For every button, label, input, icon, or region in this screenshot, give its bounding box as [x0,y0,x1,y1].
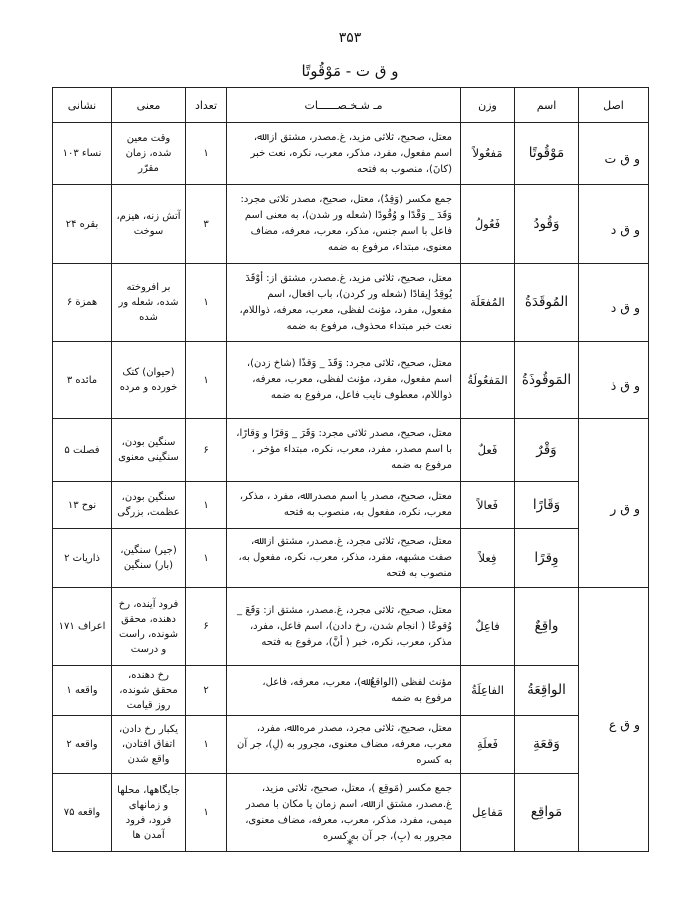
reference-cell: ذاریات ۲ [53,529,112,588]
noun-cell: وَقَارًا [515,482,579,529]
meaning-cell: سنگین بودن، عظمت، بزرگی [112,482,186,529]
description-cell: معتل، صحیح، ثلاثی مجرد، غ.مصدر، مشتق از: ﷲ، صفت مشبهه، مفرد، مذکر، معرب، نکره، مفعول به، منصوب به فتحه [227,529,461,588]
reference-cell: نوح ۱۳ [53,482,112,529]
description-cell: جمع مکسر (مَوقِع )، معتل، صحیح، ثلاثی مزید، غ.مصدر، مشتق از: ﷲ، اسم زمان یا مکان با مصدر میمی، مفرد، مذکر، معرب، معرفه، مضاف معنوی، مجرور به (بِ)، جر آن به کسره [227,774,461,852]
meaning-cell: جایگاهها، محلها و زمانهای فرود، فرود آمدن ها [112,774,186,852]
reference-cell: اعراف ۱۷۱ [53,588,112,666]
table-row [53,264,649,342]
description-cell: معتل، صحیح، ثلاثی مجرد، مصدر مره: ﷲ، مفرد، معرب، معرفه، مضاف معنوی، مجرور به (لِ)، جر آن به کسره [227,716,461,774]
header-wazn: وزن [461,88,515,123]
table-row [53,342,649,419]
reference-cell: همزة ۶ [53,264,112,342]
count-cell: ۱ [186,482,227,529]
reference-cell: نساء ۱۰۳ [53,123,112,185]
table-row [53,185,649,264]
wazn-cell: المَفعُولَةُ [461,342,515,419]
table-row [53,716,649,774]
wazn-cell: فِعلاً [461,529,515,588]
meaning-cell: یکبار رخ دادن، اتفاق افتادن، واقع شدن [112,716,186,774]
noun-cell: المَوقُوذَةُ [515,342,579,419]
description-cell: معتل، صحیح، مصدر ثلاثی مجرد: وَقَرَ _ وَقرًا و وَقارًا، با اسم مصدر، مفرد، معرب، نکره، مبتداء مؤخر ، مرفوع به ضمه [227,419,461,482]
header-asl: اصل [579,88,649,123]
wazn-cell: فَعلٌ [461,419,515,482]
root-cell: و ق ت [579,123,649,185]
meaning-cell: آتش زنه، هیزم، سوخت [112,185,186,264]
meaning-cell: فرود آینده، رخ دهنده، محقق شونده، راست و درست [112,588,186,666]
reference-cell: بقره ۲۴ [53,185,112,264]
header-neshani: نشانی [53,88,112,123]
wazn-cell: المُفعَلَة [461,264,515,342]
root-cell: و ق ر [579,419,649,588]
description-cell: معتل، صحیح، ثلاثی مجرد: وَقَذَ _ وَقذًا (شاخ زدن)، اسم مفعول، مفرد، مؤنث لفظی، معرب، معرفه، ذواللام، معطوف نایب فاعل، مرفوع به ضمه [227,342,461,419]
description-cell: معتل، صحیح، ثلاثی مزید، غ.مصدر، مشتق از: ﷲ، اسم مفعول، مفرد، مذکر، معرب، نکره، نعت خبر (کانَ)، منصوب به فتحه [227,123,461,185]
count-cell: ۱ [186,529,227,588]
noun-cell: مَواقِع [515,774,579,852]
wazn-cell: فَعالاً [461,482,515,529]
header-mushakhasat: مـ شـخـصــــــات [227,88,461,123]
wazn-cell: فاعِلٌ [461,588,515,666]
table-row [53,588,649,666]
reference-cell: واقعه ۷۵ [53,774,112,852]
count-cell: ۱ [186,264,227,342]
root-cell: و ق ذ [579,342,649,419]
table-row [53,529,649,588]
meaning-cell: (حیوان) کتک خورده و مرده [112,342,186,419]
wazn-cell: فَعُولُ [461,185,515,264]
noun-cell: وَقُودُ [515,185,579,264]
noun-cell: الواقِعَةُ [515,666,579,716]
header-mani: معنی [112,88,186,123]
root-cell: و ق د [579,185,649,264]
meaning-cell: وقت معین شده، زمان مقرّر [112,123,186,185]
noun-cell: المُوقَدَةُ [515,264,579,342]
noun-cell: مَوْقُوتًا [515,123,579,185]
meaning-cell: (جیر) سنگین، (بار) سنگین [112,529,186,588]
wazn-cell: مَفاعِل [461,774,515,852]
description-cell: مؤنث لفظی (الواقعُ ﷲ)، معرب، معرفه، فاعل، مرفوع به ضمه [227,666,461,716]
noun-cell: وَقعَةِ [515,716,579,774]
description-cell: معتل، صحیح، ثلاثی مجرد، غ.مصدر، مشتق از: وَقَعَ _ وُقوعًا ( انجام شدن، رخ دادن)، اسم فاعل، مفرد، مذکر، معرب، نکره، خبر ( أنَّ)، مرفوع به فتحه [227,588,461,666]
header-tedad: تعداد [186,88,227,123]
count-cell: ۶ [186,588,227,666]
lexicon-table [52,87,649,852]
reference-cell: فصلت ۵ [53,419,112,482]
count-cell: ۱ [186,123,227,185]
page-number: ۳۵۳ [338,30,362,46]
noun-cell: واقِعٌ [515,588,579,666]
count-cell: ۲ [186,666,227,716]
description-cell: جمع مکسر (وَقِدٌ)، معتل، صحیح، مصدر ثلاثی مجرد: وَقَدَ _ وَقْدًا و وُقُودًا (شعله ور شدن)، به معنی اسم فاعل با اسم جنس، مذکر، معرب، معرفه، مضاف معنوی، مبتداء، مرفوع به ضمه [227,185,461,264]
count-cell: ۳ [186,185,227,264]
count-cell: ۱ [186,342,227,419]
wazn-cell: فَعلَةِ [461,716,515,774]
noun-cell: وَقْرٌ [515,419,579,482]
header-row [53,88,649,123]
table-row [53,419,649,482]
count-cell: ۱ [186,774,227,852]
wazn-cell: الفاعِلَةُ [461,666,515,716]
root-cell: و ق د [579,264,649,342]
reference-cell: مائده ۳ [53,342,112,419]
wazn-cell: مَفعُولاً [461,123,515,185]
table-row [53,123,649,185]
footnote-marker: * [346,838,354,853]
meaning-cell: رخ دهنده، محقق شونده، روز قیامت [112,666,186,716]
table-row [53,482,649,529]
count-cell: ۱ [186,716,227,774]
description-cell: معتل، صحیح، مصدر یا اسم مصدر: ﷲ، مفرد ، مذکر، معرب، نکره، مفعول به، منصوب به فتحه [227,482,461,529]
noun-cell: وِقرًا [515,529,579,588]
reference-cell: واقعه ۱ [53,666,112,716]
count-cell: ۶ [186,419,227,482]
meaning-cell: سنگین بودن، سنگینی معنوی [112,419,186,482]
description-cell: معتل، صحیح، ثلاثی مزید، غ.مصدر، مشتق از: أوْقَدَ يُوقِدُ إيقادًا (شعله ور کردن)، باب افعال، اسم مفعول، مفرد، مؤنث لفظی، معرب، معرفه، ذواللام، نعت خبر مبتداء محذوف، مرفوع به ضمه [227,264,461,342]
reference-cell: واقعه ۲ [53,716,112,774]
table-row [53,666,649,716]
page-title: و ق ت - مَوْقُوتًا [301,62,399,80]
root-cell: و ق ع [579,588,649,852]
header-ism: اسم [515,88,579,123]
meaning-cell: بر افروخته شده، شعله ور شده [112,264,186,342]
